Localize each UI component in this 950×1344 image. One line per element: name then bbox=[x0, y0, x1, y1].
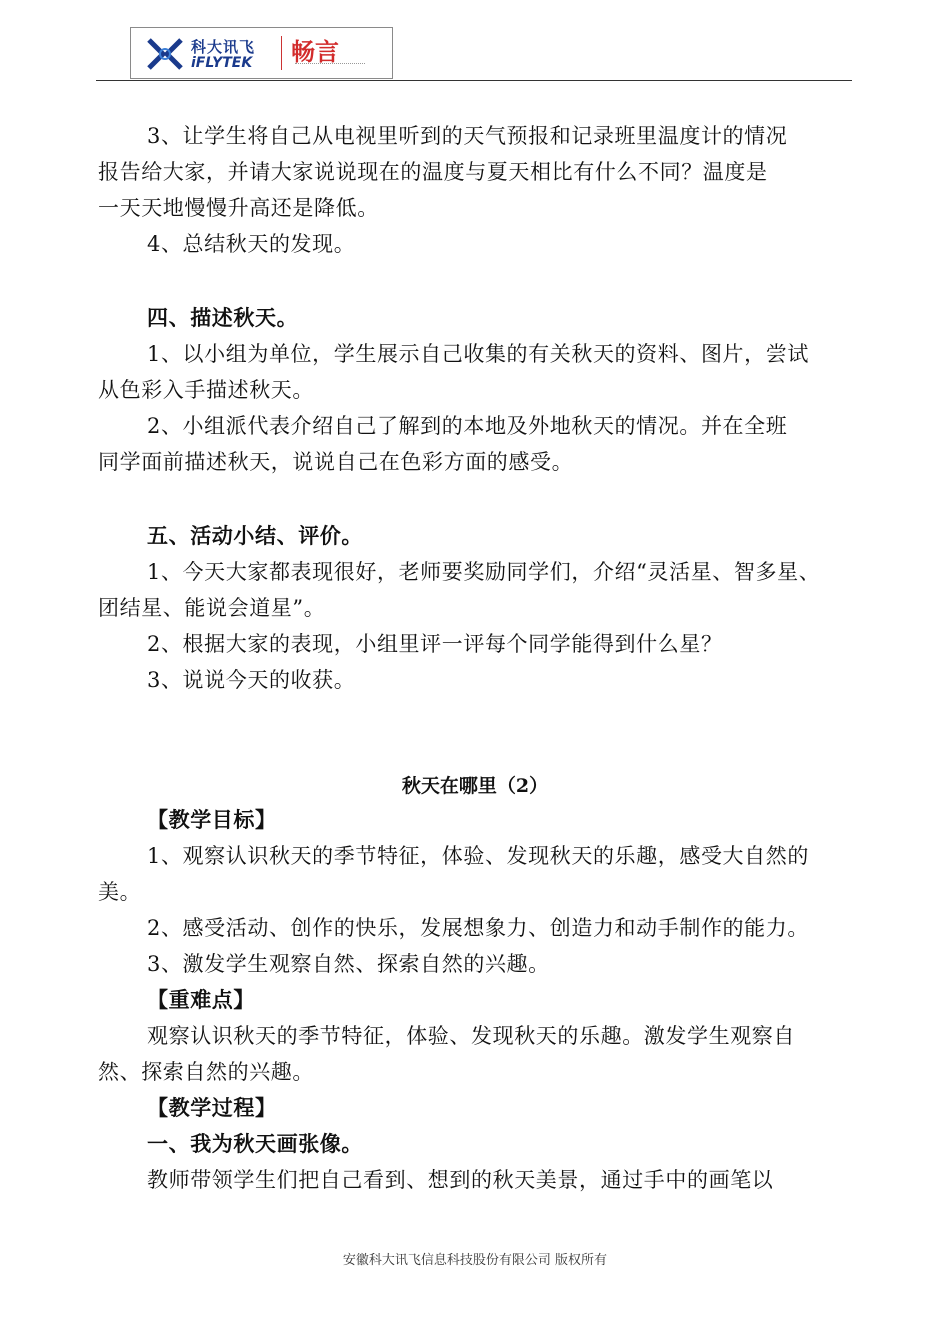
product-name: 畅言 bbox=[291, 38, 339, 66]
footer-copyright: 安徽科大讯飞信息科技股份有限公司 版权所有 bbox=[342, 1253, 608, 1268]
product-tagline-graphic bbox=[295, 63, 365, 67]
header-rule bbox=[96, 80, 852, 81]
body-line: 3、让学生将自己从电视里听到的天气预报和记录班里温度计的情况 bbox=[147, 124, 788, 148]
body-line: 从色彩入手描述秋天。 bbox=[98, 378, 314, 402]
body-line: 观察认识秋天的季节特征，体验、发现秋天的乐趣。激发学生观察自 bbox=[147, 1024, 795, 1048]
section-heading: 一、我为秋天画张像。 bbox=[147, 1131, 363, 1156]
body-line: 3、说说今天的收获。 bbox=[147, 668, 356, 692]
section-heading: 【教学过程】 bbox=[147, 1095, 277, 1120]
body-line: 教师带领学生们把自己看到、想到的秋天美景，通过手中的画笔以 bbox=[147, 1168, 774, 1192]
body-line: 同学面前描述秋天，说说自己在色彩方面的感受。 bbox=[98, 450, 574, 474]
body-line: 一天天地慢慢升高还是降低。 bbox=[98, 196, 379, 220]
body-line: 1、观察认识秋天的季节特征，体验、发现秋天的乐趣，感受大自然的 bbox=[147, 844, 809, 868]
body-line: 报告给大家，并请大家说说现在的温度与夏天相比有什么不同？温度是 bbox=[98, 160, 768, 184]
body-line: 团结星、能说会道星”。 bbox=[98, 596, 326, 620]
section-heading: 五、活动小结、评价。 bbox=[147, 523, 363, 548]
body-line: 2、小组派代表介绍自己了解到的本地及外地秋天的情况。并在全班 bbox=[147, 414, 788, 438]
section-heading: 四、描述秋天。 bbox=[147, 305, 299, 330]
brand-name-cn: 科大讯飞 bbox=[191, 38, 256, 56]
body-line: 1、以小组为单位，学生展示自己收集的有关秋天的资料、图片，尝试 bbox=[147, 342, 809, 366]
header-logo bbox=[130, 27, 393, 79]
body-line: 3、激发学生观察自然、探索自然的兴趣。 bbox=[147, 952, 550, 976]
logo-divider bbox=[281, 36, 282, 70]
lesson-title: 秋天在哪里（2） bbox=[401, 775, 549, 797]
body-line: 1、今天大家都表现很好，老师要奖励同学们，介绍“灵活星、智多星、 bbox=[147, 560, 821, 584]
brand-name-en: iFLYTEK bbox=[191, 55, 253, 71]
body-line: 然、探索自然的兴趣。 bbox=[98, 1060, 314, 1084]
section-heading: 【教学目标】 bbox=[147, 807, 277, 832]
body-line: 2、感受活动、创作的快乐，发展想象力、创造力和动手制作的能力。 bbox=[147, 916, 809, 940]
body-line: 美。 bbox=[98, 880, 142, 904]
iflytek-logo-icon bbox=[145, 36, 185, 72]
body-line: 2、根据大家的表现，小组里评一评每个同学能得到什么星？ bbox=[147, 632, 723, 656]
section-heading: 【重难点】 bbox=[147, 987, 255, 1012]
body-line: 4、总结秋天的发现。 bbox=[147, 232, 356, 256]
